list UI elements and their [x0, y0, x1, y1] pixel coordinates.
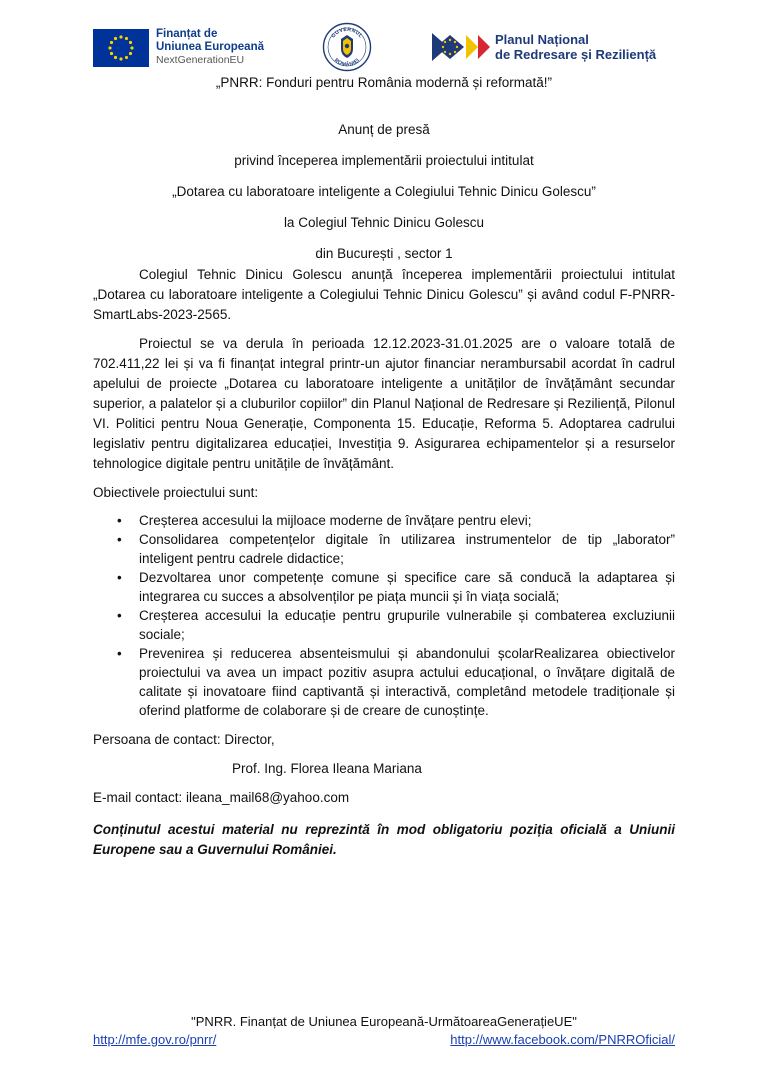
objectives-list: [93, 511, 675, 720]
bullet-icon: •: [117, 570, 122, 585]
eu-stars-icon: [93, 29, 149, 67]
title-line-1: Anunț de presă: [338, 122, 430, 137]
contact-name: Prof. Ing. Florea Ileana Mariana: [232, 761, 422, 776]
paragraph-project-details: Proiectul se va derula în perioada 12.12.2023-31.01.2025 are o valoare totală de 702.411,22 lei și va fi finanțat integral printr-un ajutor financiar nerambursabil acordat în cadrul apelului de proiecte „Dotarea cu laboratoare inteligente a unităților de învățământ secundar superior, a palatelor și a cluburilor copiilor” din Planul Național de Redresare și Reziliență, Pilonul VI. Politici pentru Noua Generație, Componenta 15. Educație, Reforma 5. Adoptarea cadrului legislativ pentru digitalizarea educației, Investiția 9. Asigurarea echipamentelor și a resurselor tehnologice digitale pentru unitățile de învățământ.: [93, 336, 675, 471]
eu-flag-icon: [93, 29, 149, 67]
title-location: din București , sector 1: [315, 246, 453, 261]
paragraph-announcement: Colegiul Tehnic Dinicu Golescu anunță începerea implementării proiectului intitulat „Dotarea cu laboratoare inteligente a Colegiului Tehnic Dinicu Golescu” și având codul F-PNRR-SmartLabs-2023-2565.: [93, 267, 675, 322]
bullet-icon: •: [117, 513, 122, 528]
seal-text-top: GUVERNUL: [330, 26, 364, 40]
objective-text: Prevenirea și reducerea absenteismului și abandonului școlarRealizarea obiectivelor proiectului va avea un impact pozitiv asupra actului educațional, o învățare digitală de calitate și inovatoare fiind captivantă și interactivă, completând metodele tradiționale și oferind platforme de colaborare și de creare de cunoștințe.: [139, 646, 675, 718]
list-item: [93, 644, 675, 720]
objective-text: Creșterea accesului la mijloace moderne de învățare pentru elevi;: [139, 513, 532, 528]
mfe-pnrr-link[interactable]: http://mfe.gov.ro/pnrr/: [93, 1032, 217, 1047]
footer-slogan: "PNRR. Finanțat de Uniunea Europeană-UrmătoareaGenerațieUE": [191, 1014, 577, 1029]
eu-funding-logo: [93, 28, 264, 67]
objective-text: Consolidarea competențelor digitale în utilizarea instrumentelor de tip „laborator” inteligent pentru cadrele didactice;: [139, 532, 675, 566]
pnrr-mark-icon: [432, 29, 492, 65]
objective-text: Creșterea accesului la educație pentru grupurile vulnerabile și combaterea excluziunii sociale;: [139, 608, 675, 642]
press-release-body: [93, 265, 675, 869]
contact-label: Persoana de contact: Director,: [93, 732, 275, 747]
eu-logo-line2: Uniunea Europeană: [156, 41, 264, 53]
eu-logo-line3: NextGenerationEU: [156, 54, 245, 66]
pnrr-logo-line2: de Redresare și Reziliență: [495, 47, 657, 62]
disclaimer: Conținutul acestui material nu reprezintă în mod obligatoriu poziția oficială a Uniunii Europene sau a Guvernului României.: [93, 822, 675, 857]
bullet-icon: •: [117, 608, 122, 623]
facebook-pnrr-link[interactable]: http://www.facebook.com/PNRROficial/: [450, 1032, 675, 1047]
objectives-heading: Obiectivele proiectului sunt:: [93, 485, 259, 500]
project-name: „Dotarea cu laboratoare inteligente a Colegiului Tehnic Dinicu Golescu”: [172, 184, 596, 199]
title-line-2: privind începerea implementării proiectului intitulat: [234, 153, 534, 168]
pnrr-logo: [432, 29, 656, 65]
bullet-icon: •: [117, 532, 122, 547]
list-item: [93, 606, 675, 644]
seal-text-bottom: ROMÂNIEI: [332, 57, 362, 69]
list-item: [93, 568, 675, 606]
government-seal-icon: [322, 22, 372, 72]
header-slogan: „PNRR: Fonduri pentru România modernă și reformată!”: [215, 75, 553, 90]
objective-text: Dezvoltarea unor competențe comune și specifice care să conducă la adaptarea și integrarea cu succes a absolvenților pe piața muncii și în viața socială;: [139, 570, 675, 604]
pnrr-logo-line1: Planul Național: [495, 32, 589, 47]
logo-bar: [0, 22, 768, 72]
title-institution: la Colegiul Tehnic Dinicu Golescu: [283, 215, 485, 230]
title-block: [0, 121, 768, 276]
list-item: [93, 511, 675, 530]
eu-logo-line1: Finanțat de: [156, 28, 218, 40]
contact-email: E-mail contact: ileana_mail68@yahoo.com: [93, 790, 350, 805]
list-item: [93, 530, 675, 568]
bullet-icon: •: [117, 646, 122, 661]
